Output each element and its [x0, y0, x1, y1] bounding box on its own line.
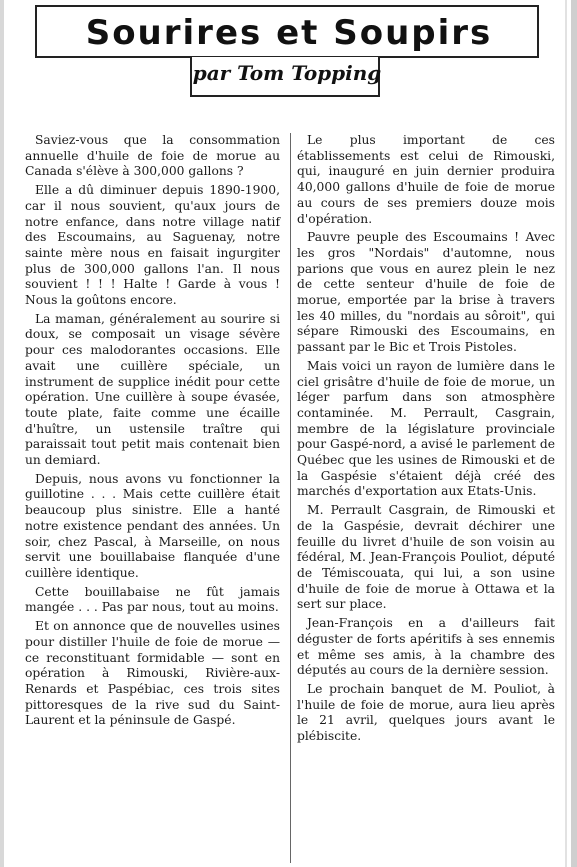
article-byline: par Tom Topping — [192, 61, 382, 85]
title-box — [35, 5, 539, 58]
paragraph: Cette bouillabaise ne fût jamais mangée . . . Pas par nous, tout au moins. — [25, 584, 280, 615]
paragraph: Depuis, nous avons vu fonctionner la guillotine . . . Mais cette cuillère était beaucoup plus sinistre. Elle a hanté notre existence pendant des années. Un soir, chez Pascal, à Marseille, on nous servit une bouillabaise flanquée d'une cuillère identique. — [25, 471, 280, 580]
paragraph: Elle a dû diminuer depuis 1890-1900, car il nous souvient, qu'aux jours de notre enfance, dans notre village natif des Escoumains, au Saguenay, notre sainte mère nous en faisait ingurgiter plus de 300,000 gallons l'an. Il nous souvient ! ! ! Halte ! Garde à vous ! Nous la goûtons encore. — [25, 183, 280, 308]
left-column — [25, 133, 280, 732]
paragraph: Et on annonce que de nouvelles usines pour distiller l'huile de foie de morue — ce reconstituant formidable — sont en opération à Rimouski, Rivière-aux-Renards et Paspébiac, ces trois sites pittoresques de la rive sud du Saint-Laurent et la péninsule de Gaspé. — [25, 619, 280, 728]
right-column — [297, 133, 555, 748]
paragraph: Saviez-vous que la consommation annuelle d'huile de foie de morue au Canada s'élève à 300,000 gallons ? — [25, 133, 280, 179]
article-title: Sourires et Soupirs — [85, 13, 493, 53]
paragraph: M. Perrault Casgrain, de Rimouski et de la Gaspésie, devrait déchirer une feuille du livret d'huile de son voisin au fédéral, M. Jean-François Pouliot, député de Témiscouata, qui lui, a son usine d'huile de foie de morue à Ottawa et la sert sur place. — [297, 503, 555, 612]
paragraph: Mais voici un rayon de lumière dans le ciel grisâtre d'huile de foie de morue, un léger parfum dans son atmosphère contaminée. M. Perrault, Casgrain, membre de la législature provinciale pour Gaspé-nord, a avisé le parlement de Québec que les usines de Rimouski et de la Gaspésie s'étaient déjà créé des marchés d'exportation aux Etats-Unis. — [297, 358, 555, 499]
paragraph: Jean-François en a d'ailleurs fait déguster de forts apéritifs à ses ennemis et même ses amis, à la chambre des députés au cours de la dernière session. — [297, 616, 555, 678]
paragraph: La maman, généralement au sourire si doux, se composait un visage sévère pour ces malodorantes occasions. Elle avait une cuillère spéciale, un instrument de supplice inédit pour cette opération. Une cuillère à soupe évasée, toute plate, faite comme une écaille d'huître, un ustensile traître qui paraissait tout petit mais contenait bien un demiard. — [25, 311, 280, 468]
paragraph: Le plus important de ces établissements est celui de Rimouski, qui, inauguré en juin dernier produira 40,000 gallons d'huile de foie de morue au cours de ses premiers douze mois d'opération. — [297, 133, 555, 226]
byline-box — [190, 57, 380, 97]
paragraph: Pauvre peuple des Escoumains ! Avec les gros "Nordais" d'automne, nous parions que vous en aurez plein le nez de cette senteur d'huile de foie de morue, emportée par la brise à travers les 40 milles, du "nordais au sôroit", qui sépare Rimouski des Escoumains, en passant par le Bic et Trois Pistoles. — [297, 230, 555, 355]
column-divider — [290, 133, 291, 863]
page-edge-left — [0, 0, 4, 867]
page-edge-right-line — [565, 0, 567, 867]
paragraph: Le prochain banquet de M. Pouliot, à l'huile de foie de morue, aura lieu après le 21 avril, quelques jours avant le plébiscite. — [297, 681, 555, 744]
page-edge-right — [571, 0, 577, 867]
